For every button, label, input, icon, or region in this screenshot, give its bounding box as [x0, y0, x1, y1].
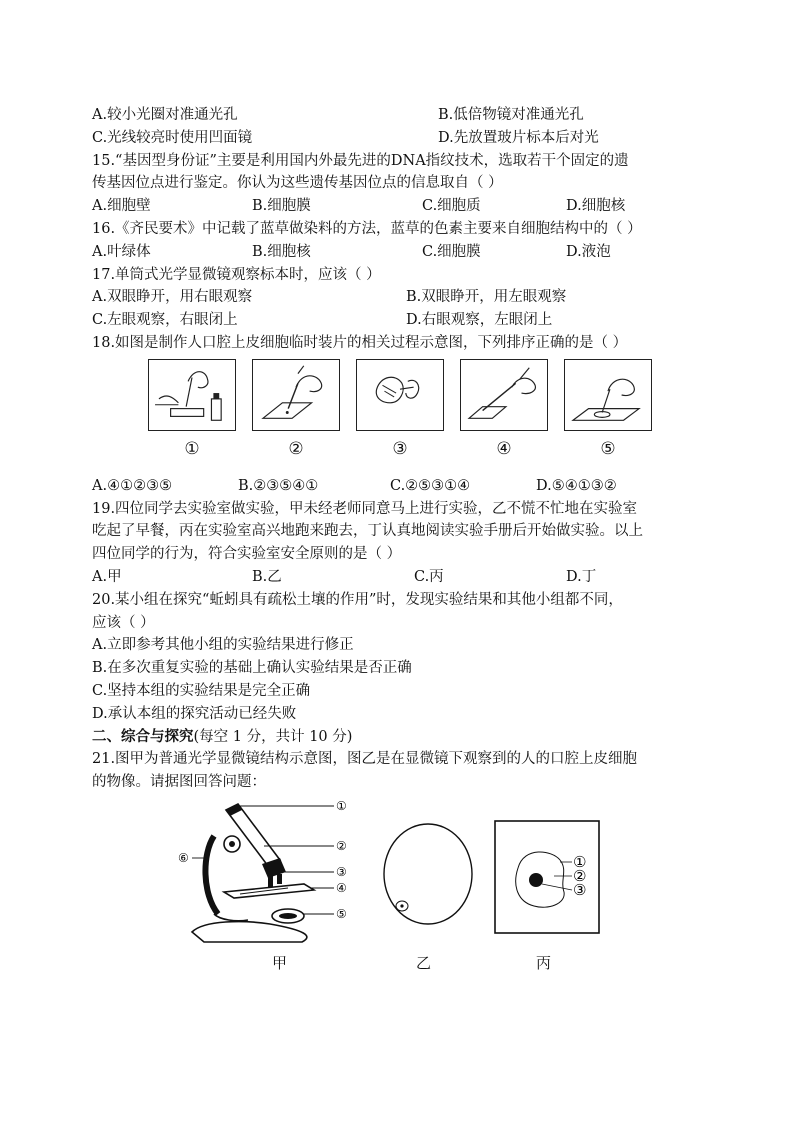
q16-option-c[interactable]: C.细胞膜 [422, 243, 481, 260]
q14-options-row2 [92, 127, 704, 150]
field-of-view-diagram [378, 820, 478, 928]
q19-option-a[interactable]: A.甲 [92, 568, 122, 585]
cell-label-3: ③ [573, 880, 587, 899]
q20-stem-2: 应该（ ） [92, 614, 155, 631]
cover-slip-illustration [461, 360, 547, 430]
micro-label-4: ④ [336, 880, 347, 895]
q15-stem-1: 15.“基因型身份证”主要是利用国内外最先进的DNA指纹技术，选取若干个固定的遗 [92, 152, 629, 169]
q17-options-row1 [92, 286, 704, 309]
section-2-title: 二、综合与探究 [92, 727, 194, 745]
q17-options-row2 [92, 309, 704, 332]
q19-stem-3: 四位同学的行为，符合实验室安全原则的是（ ） [92, 546, 402, 563]
q14-option-a[interactable]: A.较小光圈对准通光孔 [92, 107, 238, 123]
q19-option-b[interactable]: B.乙 [252, 568, 282, 585]
q15-options [92, 195, 704, 218]
cell-diagram [494, 820, 600, 934]
q20-stem-1: 20.某小组在探究“蚯蚓具有疏松土壤的作用”时，发现实验结果和其他小组都不同， [92, 591, 623, 608]
q18-options [92, 475, 704, 498]
q16-options [92, 241, 704, 264]
q18-step-2-label: ② [288, 438, 304, 459]
q16-option-a[interactable]: A.叶绿体 [92, 243, 151, 260]
q21-stem-1: 21.图甲为普通光学显微镜结构示意图，图乙是在显微镜下观察到的人的口腔上皮细胞 [92, 751, 638, 768]
cell-label-2: ② [573, 866, 587, 885]
q18-option-b[interactable]: B.②③⑤④① [238, 477, 319, 494]
q18-step-3-image [356, 359, 444, 431]
q14-option-d[interactable]: D.先放置玻片标本后对光 [438, 129, 599, 146]
q16-option-b[interactable]: B.细胞核 [252, 243, 311, 260]
q20-option-c[interactable]: C.坚持本组的实验结果是完全正确 [92, 682, 311, 699]
q14-option-c[interactable]: C.光线较亮时使用凹面镜 [92, 129, 253, 146]
scraping-mouth-illustration [357, 360, 443, 430]
q19-option-d[interactable]: D.丁 [566, 568, 597, 585]
micro-label-2: ② [336, 838, 347, 853]
q18-option-c[interactable]: C.②⑤③①④ [390, 477, 471, 494]
q18-stem: 18.如图是制作人口腔上皮细胞临时装片的相关过程示意图，下列排序正确的是（ ） [92, 334, 628, 351]
q19-option-c[interactable]: C.丙 [414, 568, 444, 585]
dropper-slide-illustration [149, 360, 235, 430]
micro-label-5: ⑤ [336, 906, 347, 921]
q15-stem-2: 传基因位点进行鉴定。你认为这些遗传基因位点的信息取自（ ） [92, 175, 503, 192]
caption-jia: 甲 [272, 953, 288, 972]
q18-step-2-image [252, 359, 340, 431]
q15-option-a[interactable]: A.细胞壁 [92, 198, 151, 215]
q17-option-a[interactable]: A.双眼睁开，用右眼观察 [92, 289, 253, 306]
q17-option-b[interactable]: B.双眼睁开，用左眼观察 [406, 289, 567, 306]
q14-option-b[interactable]: B.低倍物镜对准通光孔 [438, 107, 584, 123]
q14-options-row1 [92, 104, 704, 127]
q18-option-a[interactable]: A.④①②③⑤ [92, 477, 173, 494]
q18-step-5-label: ⑤ [600, 438, 616, 459]
q18-step-3-label: ③ [392, 438, 408, 459]
q15-option-d[interactable]: D.细胞核 [566, 198, 626, 215]
q18-step-1-image [148, 359, 236, 431]
cell-label-1: ① [573, 852, 587, 871]
q21-stem-2: 的物像。请据图回答问题： [92, 774, 266, 791]
q18-step-4-image [460, 359, 548, 431]
q18-figure [92, 359, 704, 471]
q18-step-5-image [564, 359, 652, 431]
section-2-heading [92, 726, 704, 749]
q17-option-c[interactable]: C.左眼观察，右眼闭上 [92, 312, 238, 329]
q18-option-d[interactable]: D.⑤④①③② [536, 477, 617, 494]
placing-slip-illustration [565, 360, 651, 430]
q20-option-b[interactable]: B.在多次重复实验的基础上确认实验结果是否正确 [92, 660, 412, 677]
q17-stem: 17.单筒式光学显微镜观察标本时，应该（ ） [92, 266, 381, 283]
q15-option-c[interactable]: C.细胞质 [422, 198, 481, 215]
pipette-drop-illustration [253, 360, 339, 430]
q19-stem-1: 19.四位同学去实验室做实验，甲未经老师同意马上进行实验，乙不慌不忙地在实验室 [92, 500, 638, 517]
q20-option-d[interactable]: D.承认本组的探究活动已经失败 [92, 705, 297, 722]
micro-label-3: ③ [336, 864, 347, 879]
micro-label-6: ⑥ [178, 850, 189, 865]
q18-step-1-label: ① [184, 438, 200, 459]
q15-option-b[interactable]: B.细胞膜 [252, 198, 311, 215]
q19-stem-2: 吃起了早餐，丙在实验室高兴地跑来跑去，丁认真地阅读实验手册后开始做实验。以上 [92, 523, 643, 540]
q17-option-d[interactable]: D.右眼观察，左眼闭上 [406, 312, 553, 329]
microscope-diagram [178, 798, 370, 944]
micro-label-1: ① [336, 798, 347, 813]
exam-page [92, 104, 704, 978]
q20-option-a[interactable]: A.立即参考其他小组的实验结果进行修正 [92, 637, 354, 654]
q16-option-d[interactable]: D.液泡 [566, 243, 611, 260]
q18-step-4-label: ④ [496, 438, 512, 459]
section-2-note: (每空 1 分，共计 10 分) [193, 728, 353, 745]
caption-yi: 乙 [416, 953, 432, 972]
q16-stem: 16.《齐民要术》中记载了蓝草做染料的方法，蓝草的色素主要来自细胞结构中的（ ） [92, 220, 642, 237]
q19-options [92, 566, 704, 589]
caption-bing: 丙 [536, 953, 552, 972]
q21-figure [92, 798, 704, 978]
